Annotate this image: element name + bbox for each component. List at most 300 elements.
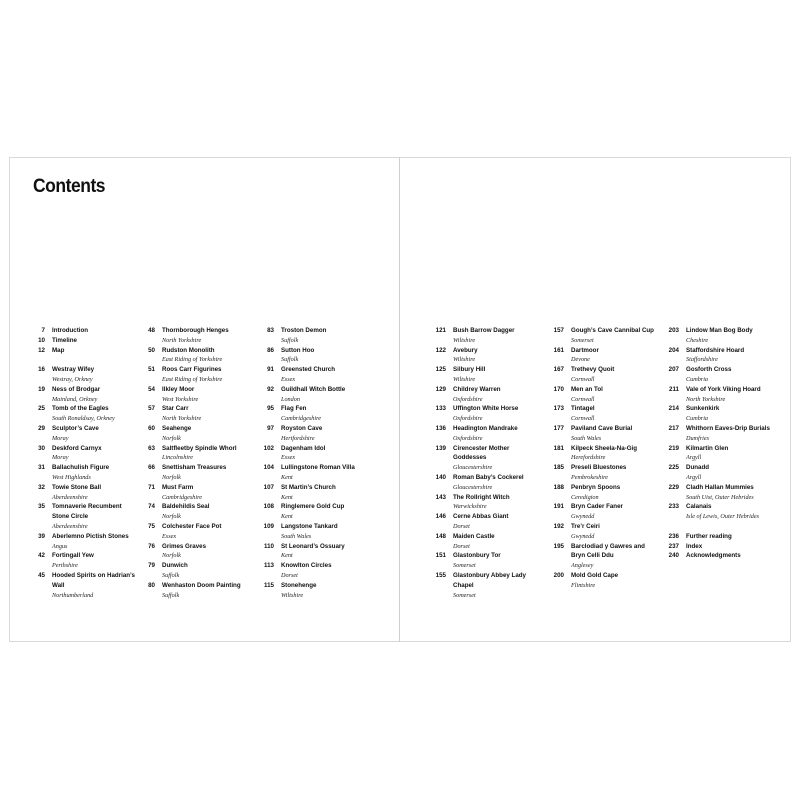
page-number: 125 (435, 366, 446, 374)
entry-location: Somerset (453, 562, 476, 570)
entry-location: Norfolk (162, 552, 181, 560)
toc-entry (430, 326, 542, 346)
entry-title: Sunkenkirk (686, 405, 720, 413)
entry-title: Grimes Graves (162, 542, 207, 550)
page-number: 45 (38, 571, 45, 579)
entry-title: Trethevy Quoit (571, 366, 615, 374)
page-number: 51 (148, 366, 155, 374)
entry-location: Anglesey (571, 562, 594, 570)
page-number: 102 (263, 444, 274, 452)
toc-entry (663, 444, 787, 464)
toc-entry (548, 326, 656, 346)
entry-location: Herefordshire (571, 454, 606, 462)
page-number: 129 (435, 385, 446, 393)
page-number: 54 (148, 385, 155, 393)
toc-entry (33, 444, 135, 464)
toc-entry (548, 404, 656, 424)
toc-entry (33, 551, 135, 571)
entry-location: Norfolk (162, 434, 181, 442)
toc-entry (259, 326, 359, 346)
entry-location: Hertfordshire (281, 434, 315, 442)
entry-title: Ringlemere Gold Cup (281, 503, 345, 511)
toc-entry (140, 463, 248, 483)
toc-entry (259, 561, 359, 581)
entry-title: Glastonbury Tor (453, 552, 501, 560)
page-number: 185 (553, 464, 564, 472)
toc-column-3 (259, 326, 359, 600)
entry-location: Kent (281, 493, 293, 501)
entry-title: Snettisham Treasures (162, 464, 227, 472)
entry-title: Towie Stone Ball (52, 483, 102, 491)
page-number: 86 (267, 346, 274, 354)
toc-entry (663, 346, 787, 366)
page-number (33, 355, 45, 365)
page-number: 110 (264, 542, 274, 550)
entry-title: Langstone Tankard (281, 522, 338, 530)
entry-title: Ness of Brodgar (52, 385, 101, 393)
entry-location: Cumbria (686, 375, 709, 383)
entry-title: Preseli Bluestones (571, 464, 627, 472)
page-number: 109 (263, 522, 274, 530)
entry-title: Index (686, 542, 703, 550)
page-number: 12 (38, 346, 45, 354)
entry-location: Kent (281, 513, 293, 521)
page-number: 107 (263, 483, 274, 491)
page-number: 79 (148, 562, 155, 570)
toc-entry (259, 444, 359, 464)
toc-entry (140, 404, 248, 424)
entry-title: The Rollright Witch (453, 493, 510, 501)
entry-title: Colchester Face Pot (162, 522, 222, 530)
page-number: 16 (38, 366, 45, 374)
toc-entry (548, 542, 656, 571)
page-number: 207 (668, 366, 679, 374)
page-number: 91 (267, 366, 274, 374)
entry-title: Dartmoor (571, 346, 599, 354)
entry-location: Oxfordshire (453, 395, 483, 403)
toc-entry (663, 326, 787, 346)
page-number: 181 (553, 444, 564, 452)
page-number: 50 (148, 346, 155, 354)
entry-title: Lullingstone Roman Villa (281, 464, 355, 472)
toc-column-6 (663, 326, 787, 561)
entry-location: Dumfries (686, 434, 710, 442)
entry-location: Gloucestershire (453, 464, 493, 472)
page-number: 219 (668, 444, 679, 452)
entry-location: Cornwall (571, 395, 595, 403)
toc-entry (548, 522, 656, 542)
entry-location: Moray (52, 434, 69, 442)
entry-location: Pembrokeshire (571, 473, 608, 481)
entry-title: Dunwich (162, 562, 188, 570)
entry-title: Introduction (52, 327, 89, 334)
toc-entry (259, 385, 359, 405)
entry-title: Roman Baby’s Cockerel (453, 473, 524, 481)
entry-location: Moray (52, 454, 69, 462)
toc-entry (33, 385, 135, 405)
toc-entry (663, 502, 787, 522)
toc-entry (140, 483, 248, 503)
entry-title: Deskford Carnyx (52, 444, 102, 452)
toc-entry (33, 336, 135, 346)
page-number: 97 (267, 424, 274, 432)
entry-location: Kent (281, 552, 293, 560)
page-number: 122 (435, 346, 446, 354)
toc-entry (663, 532, 787, 542)
entry-location: North Yorkshire (686, 395, 726, 403)
entry-title: Ilkley Moor (162, 385, 195, 393)
toc-entry (140, 502, 248, 522)
toc-column-4 (430, 326, 542, 600)
page-number: 229 (668, 483, 679, 491)
entry-title: Sculptor’s Cave (52, 424, 99, 432)
entry-location: Wiltshire (453, 356, 476, 364)
entry-title: Kilmartin Glen (686, 444, 729, 452)
toc-entry (430, 404, 542, 424)
entry-title: Further reading (686, 532, 732, 540)
toc-entry (259, 502, 359, 522)
entry-title: Tre’r Ceiri (571, 522, 600, 530)
entry-title: Penbryn Spoons (571, 483, 621, 491)
page-number: 75 (148, 522, 155, 530)
toc-entry (140, 326, 248, 346)
page-number: 63 (148, 444, 155, 452)
toc-entry (548, 502, 656, 522)
page-number: 66 (148, 464, 155, 472)
entry-location: Isle of Lewis, Outer Hebrides (686, 513, 760, 521)
toc-entry (259, 365, 359, 385)
toc-entry (33, 346, 135, 356)
entry-location: East Riding of Yorkshire (162, 356, 223, 364)
entry-title: Flag Fen (281, 405, 307, 413)
page-number: 7 (41, 327, 45, 334)
entry-location: Essex (162, 532, 177, 540)
entry-location: Cambridgeshire (162, 493, 202, 501)
page-number: 92 (267, 385, 274, 393)
entry-title: Dagenham Idol (281, 444, 326, 452)
page-number: 237 (668, 542, 679, 550)
page-number: 136 (435, 424, 446, 432)
entry-location: Ceredigion (571, 493, 599, 501)
entry-title: Hooded Spirits on Hadrian’s Wall (52, 571, 135, 589)
page-number: 71 (148, 483, 155, 491)
entry-title: Troston Demon (281, 327, 327, 334)
entry-title: St Leonard’s Ossuary (281, 542, 345, 550)
page-title: Contents (33, 176, 106, 197)
entry-location: Argyll (686, 473, 702, 481)
page-number: 233 (668, 503, 679, 511)
toc-entry (430, 493, 542, 513)
toc-entry (33, 463, 135, 483)
entry-location: Gwynedd (571, 513, 595, 521)
entry-location: South Ronaldsay, Orkney (52, 415, 115, 423)
toc-entry (548, 571, 656, 591)
page-gutter (399, 157, 400, 642)
entry-title: Stonehenge (281, 581, 317, 589)
entry-location: Suffolk (281, 336, 299, 344)
page-number: 188 (553, 483, 564, 491)
toc-entry (259, 404, 359, 424)
entry-location: Dorset (453, 522, 470, 530)
page-number: 204 (668, 346, 679, 354)
entry-location: Gloucestershire (453, 483, 493, 491)
entry-location: Perthshire (52, 562, 78, 570)
entry-location: Wiltshire (453, 375, 476, 383)
toc-entry (33, 571, 135, 600)
entry-location: Suffolk (162, 591, 180, 599)
page-number: 60 (148, 424, 155, 432)
entry-location: Westray, Orkney (52, 375, 93, 383)
toc-entry (430, 571, 542, 600)
page-number: 167 (553, 366, 564, 374)
entry-location: Essex (281, 454, 296, 462)
entry-title: Calanais (686, 503, 712, 511)
entry-title: Map (52, 346, 65, 354)
toc-entry (430, 473, 542, 493)
entry-location: Wiltshire (281, 591, 304, 599)
page-number: 133 (435, 405, 446, 413)
entry-title: Baldehildis Seal (162, 503, 210, 511)
entry-location: Angus (52, 542, 68, 550)
toc-entry (430, 385, 542, 405)
entry-title: Sutton Hoo (281, 346, 315, 354)
toc-entry (663, 365, 787, 385)
toc-entry (140, 542, 248, 562)
toc-entry (430, 424, 542, 444)
toc-entry (663, 424, 787, 444)
toc-entry (663, 463, 787, 483)
toc-entry (663, 404, 787, 424)
entry-location: Aberdeenshire (52, 522, 88, 530)
page-number: 76 (148, 542, 155, 550)
entry-title: Timeline (52, 336, 77, 344)
page-number: 151 (435, 552, 446, 560)
entry-title: Avebury (453, 346, 478, 354)
toc-entry (33, 483, 135, 503)
page-number: 113 (264, 562, 274, 570)
page-number: 146 (435, 513, 446, 521)
entry-title: Childrey Warren (453, 385, 501, 393)
page-number: 191 (553, 503, 564, 511)
toc-entry (33, 404, 135, 424)
toc-entry (33, 365, 135, 385)
toc-entry (430, 346, 542, 366)
entry-title: Tomnaverie Recumbent Stone Circle (52, 503, 122, 521)
entry-location: Essex (281, 375, 296, 383)
page-number: 161 (553, 346, 564, 354)
entry-location: Oxfordshire (453, 415, 483, 423)
entry-title: Silbury Hill (453, 366, 486, 374)
toc-column-5 (548, 326, 656, 591)
page-number: 177 (553, 424, 564, 432)
entry-title: Cerne Abbas Giant (453, 513, 509, 521)
entry-title: St Martin’s Church (281, 483, 336, 491)
page-number: 80 (148, 581, 155, 589)
entry-location: Cornwall (571, 415, 595, 423)
page-number: 10 (38, 336, 45, 344)
entry-location: North Yorkshire (162, 336, 202, 344)
page-number: 48 (148, 327, 155, 334)
entry-location: Norfolk (162, 473, 181, 481)
toc-entry (430, 444, 542, 473)
entry-title: Guildhall Witch Bottle (281, 385, 346, 393)
page-number: 211 (669, 385, 679, 393)
toc-entry (140, 365, 248, 385)
page-number: 173 (553, 405, 564, 413)
toc-entry (33, 502, 135, 531)
toc-entry (430, 365, 542, 385)
page-number: 139 (435, 444, 446, 452)
entry-title: Thornborough Henges (162, 327, 229, 334)
page-number: 240 (668, 552, 679, 560)
entry-location: Somerset (571, 336, 594, 344)
toc-entry (140, 522, 248, 542)
entry-location: North Yorkshire (162, 415, 202, 423)
page-number: 203 (668, 327, 679, 334)
entry-location: West Yorkshire (162, 395, 199, 403)
entry-title: Must Farm (162, 483, 194, 491)
entry-title: Lindow Man Bog Body (686, 327, 753, 334)
entry-title: Barclodiad y Gawres and Bryn Celli Ddu (571, 542, 645, 560)
entry-location: South Wales (281, 532, 312, 540)
toc-entry (33, 424, 135, 444)
entry-location: Cambridgeshire (281, 415, 321, 423)
entry-title: Acknowledgments (686, 552, 741, 560)
entry-title: Saltfleetby Spindle Whorl (162, 444, 237, 452)
page-number: 108 (263, 503, 274, 511)
page-number: 39 (38, 532, 45, 540)
entry-location: Warwickshire (453, 503, 487, 511)
toc-spacer (33, 355, 135, 365)
page-number: 155 (435, 571, 446, 579)
entry-title: Dunadd (686, 464, 710, 472)
page-number: 170 (553, 385, 564, 393)
toc-entry (140, 424, 248, 444)
toc-column-2 (140, 326, 248, 600)
toc-entry (430, 532, 542, 552)
toc-entry (259, 581, 359, 601)
entry-location: Norfolk (162, 513, 181, 521)
toc-entry (33, 532, 135, 552)
page-number: 225 (668, 464, 679, 472)
page-number: 29 (38, 424, 45, 432)
entry-location: Lincolnshire (162, 454, 194, 462)
entry-title: Greensted Church (281, 366, 335, 374)
entry-title: Uffington White Horse (453, 405, 519, 413)
entry-location: Flintshire (571, 581, 596, 589)
toc-spacer (663, 522, 787, 532)
entry-location: Gwynedd (571, 532, 595, 540)
toc-entry (259, 483, 359, 503)
toc-entry (140, 444, 248, 464)
page-number: 83 (267, 327, 274, 334)
page-number: 214 (668, 405, 679, 413)
toc-entry (140, 346, 248, 366)
toc-entry (663, 542, 787, 552)
entry-title: Vale of York Viking Hoard (686, 385, 761, 393)
page-number: 30 (38, 444, 45, 452)
entry-location: Suffolk (162, 571, 180, 579)
toc-entry (548, 365, 656, 385)
entry-location: West Highlands (52, 473, 91, 481)
toc-entry (663, 483, 787, 503)
entry-location: Staffordshire (686, 356, 718, 364)
page-number (663, 522, 679, 532)
toc-entry (548, 463, 656, 483)
entry-title: Ballachulish Figure (52, 464, 110, 472)
entry-location: South Wales (571, 434, 602, 442)
entry-title: Staffordshire Hoard (686, 346, 745, 354)
entry-title: Seahenge (162, 424, 192, 432)
toc-entry (663, 551, 787, 561)
page-number: 140 (435, 473, 446, 481)
entry-title: Gosforth Cross (686, 366, 732, 374)
page-number: 57 (148, 405, 155, 413)
entry-title: Tintagel (571, 405, 595, 413)
toc-entry (259, 522, 359, 542)
entry-title: Tomb of the Eagles (52, 405, 109, 413)
entry-title: Kilpeck Sheela-Na-Gig (571, 444, 638, 452)
toc-entry (259, 346, 359, 366)
entry-title: Royston Cave (281, 424, 323, 432)
entry-location: Aberdeenshire (52, 493, 88, 501)
toc-entry (140, 581, 248, 601)
entry-location: Cumbria (686, 415, 709, 423)
toc-column-1 (33, 326, 135, 600)
toc-entry (259, 542, 359, 562)
entry-location: Suffolk (281, 356, 299, 364)
entry-location: Cheshire (686, 336, 709, 344)
page-number: 74 (148, 503, 155, 511)
toc-entry (548, 424, 656, 444)
toc-entry (33, 326, 135, 336)
toc-entry (430, 551, 542, 571)
entry-title: Men an Tol (571, 385, 603, 393)
toc-entry (140, 385, 248, 405)
entry-location: Dorset (281, 571, 298, 579)
entry-location: Argyll (686, 454, 702, 462)
entry-location: Wiltshire (453, 336, 476, 344)
entry-title: Aberlemno Pictish Stones (52, 532, 129, 540)
page-number: 115 (264, 581, 274, 589)
toc-entry (548, 444, 656, 464)
entry-title: Maiden Castle (453, 532, 495, 540)
entry-title: Glastonbury Abbey Lady Chapel (453, 571, 527, 589)
page-number: 42 (38, 552, 45, 560)
entry-location: Somerset (453, 591, 476, 599)
page-number: 157 (553, 327, 564, 334)
entry-location: Devone (571, 356, 590, 364)
entry-title: Cladh Hallan Mummies (686, 483, 754, 491)
page-number: 35 (38, 503, 45, 511)
entry-location: Oxfordshire (453, 434, 483, 442)
toc-entry (548, 483, 656, 503)
entry-location: Dorset (453, 542, 470, 550)
page-number: 236 (668, 532, 679, 540)
entry-location: Cornwall (571, 375, 595, 383)
entry-title: Mold Gold Cape (571, 571, 619, 579)
toc-entry (259, 463, 359, 483)
entry-title: Roos Carr Figurines (162, 366, 222, 374)
entry-title: Paviland Cave Burial (571, 424, 633, 432)
page-number: 25 (38, 405, 45, 413)
page-number: 19 (38, 385, 45, 393)
entry-title: Whithorn Eaves-Drip Burials (686, 424, 770, 432)
toc-entry (259, 424, 359, 444)
entry-title: Bryn Cader Faner (571, 503, 623, 511)
entry-title: Rudston Monolith (162, 346, 215, 354)
entry-location: Mainland, Orkney (52, 395, 98, 403)
